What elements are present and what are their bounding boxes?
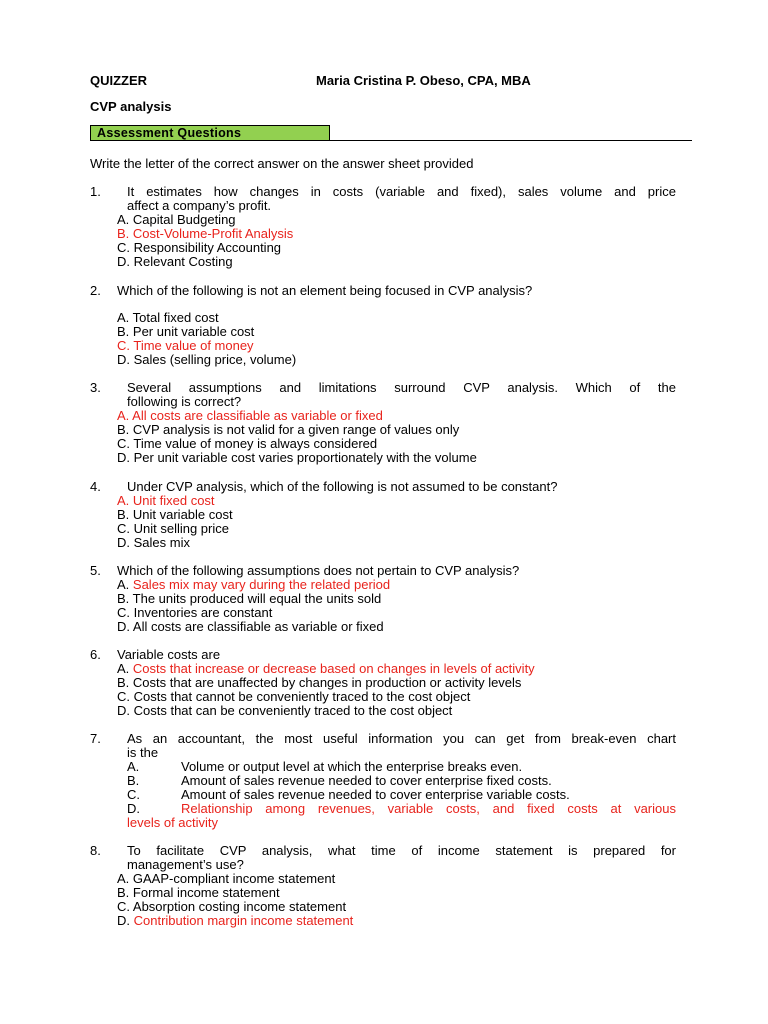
section-banner — [90, 125, 330, 141]
option-b: B. Costs that are unaffected by changes in production or activity levels — [117, 675, 522, 690]
option-d: D. All costs are classifiable as variable or fixed — [117, 619, 384, 634]
question-text-cont: management’s use? — [127, 857, 244, 872]
option-b: B. Formal income statement — [117, 885, 280, 900]
option-c: C. Time value of money is always considered — [117, 436, 378, 451]
section-title: Assessment Questions — [97, 126, 242, 140]
question-text: Several assumptions and limitations surround CVP analysis. Which of the — [127, 380, 676, 395]
option-d: D. Relevant Costing — [117, 254, 233, 269]
option-a: A. Costs that increase or decrease based on changes in levels of activity — [117, 661, 535, 676]
question-text: Which of the following is not an element being focused in CVP analysis? — [117, 283, 533, 298]
question-text-cont: affect a company’s profit. — [127, 198, 272, 213]
option-a-answer-text: Costs that increase or decrease based on changes in levels of activity — [132, 661, 535, 676]
option-d-answer-cont: levels of activity — [127, 815, 219, 830]
question-text: It estimates how changes in costs (variable and fixed), sales volume and price — [127, 184, 676, 199]
question-text: Under CVP analysis, which of the following is not assumed to be constant? — [127, 479, 558, 494]
option-b: Amount of sales revenue needed to cover enterprise fixed costs. — [181, 773, 552, 788]
question-number: 3. — [90, 380, 101, 395]
option-a: A. Total fixed cost — [117, 310, 219, 325]
section-rule — [330, 140, 692, 141]
option-a-letter: A. — [127, 759, 140, 774]
question-number: 4. — [90, 479, 101, 494]
question-number: 7. — [90, 731, 101, 746]
option-b-answer: B. Cost-Volume-Profit Analysis — [117, 226, 294, 241]
instruction-text: Write the letter of the correct answer on the answer sheet provided — [90, 156, 474, 171]
option-d: D. Costs that can be conveniently traced to the cost object — [117, 703, 453, 718]
author-name: Maria Cristina P. Obeso, CPA, MBA — [316, 73, 531, 88]
option-c-answer: C. Time value of money — [117, 338, 254, 353]
topic-title: CVP analysis — [90, 99, 172, 114]
option-b: B. The units produced will equal the units sold — [117, 591, 382, 606]
question-number: 8. — [90, 843, 101, 858]
option-c: C. Inventories are constant — [117, 605, 273, 620]
question-number: 2. — [90, 283, 101, 298]
question-text-cont: following is correct? — [127, 394, 242, 409]
option-d: D. Sales (selling price, volume) — [117, 352, 297, 367]
option-c: Amount of sales revenue needed to cover enterprise variable costs. — [181, 787, 570, 802]
question-text: Variable costs are — [117, 647, 221, 662]
option-b-letter: B. — [127, 773, 140, 788]
question-number: 6. — [90, 647, 101, 662]
option-b: B. CVP analysis is not valid for a given range of values only — [117, 422, 460, 437]
option-d-answer: Relationship among revenues, variable costs, and fixed costs at various — [181, 801, 676, 816]
option-b: B. Unit variable cost — [117, 507, 233, 522]
question-number: 1. — [90, 184, 101, 199]
question-text: Which of the following assumptions does not pertain to CVP analysis? — [117, 563, 520, 578]
option-a: Volume or output level at which the enterprise breaks even. — [181, 759, 523, 774]
option-c: C. Absorption costing income statement — [117, 899, 347, 914]
option-c: C. Responsibility Accounting — [117, 240, 282, 255]
option-a: A. GAAP-compliant income statement — [117, 871, 336, 886]
option-d-answer-text: Contribution margin income statement — [133, 913, 354, 928]
option-a: A. Sales mix may vary during the related period — [117, 577, 391, 592]
option-c: C. Costs that cannot be conveniently traced to the cost object — [117, 689, 471, 704]
option-c-letter: C. — [127, 787, 140, 802]
option-c: C. Unit selling price — [117, 521, 229, 536]
option-a-answer-text: Sales mix may vary during the related period — [132, 577, 391, 592]
option-d: D. Per unit variable cost varies proportionately with the volume — [117, 450, 477, 465]
question-text: To facilitate CVP analysis, what time of income statement is prepared for — [127, 843, 676, 858]
option-b: B. Per unit variable cost — [117, 324, 255, 339]
option-d: D. Sales mix — [117, 535, 190, 550]
option-a-answer: A. Unit fixed cost — [117, 493, 215, 508]
quizzer-label: QUIZZER — [90, 73, 148, 88]
option-d: D. Contribution margin income statement — [117, 913, 354, 928]
question-number: 5. — [90, 563, 101, 578]
option-d-letter: D. — [127, 801, 140, 816]
question-text: As an accountant, the most useful information you can get from break-even chart — [127, 731, 676, 746]
question-text-cont: is the — [127, 745, 159, 760]
option-a-answer: A. All costs are classifiable as variable or fixed — [117, 408, 383, 423]
option-a: A. Capital Budgeting — [117, 212, 236, 227]
